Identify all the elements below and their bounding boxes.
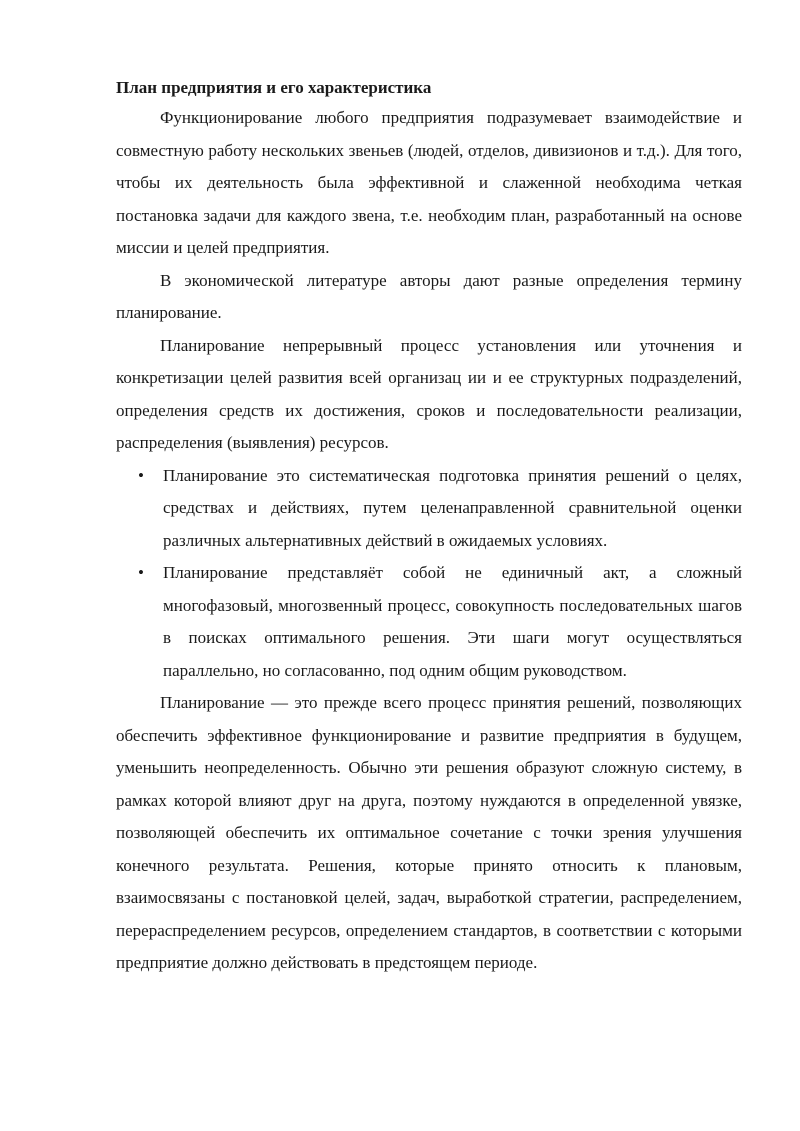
bullet-marker: •: [138, 563, 144, 582]
paragraph-functioning: Функционирование любого предприятия подразумевает взаимодействие и совместную работу нескольких звеньев (людей, отделов, дивизионов и т.д.). Для того, чтобы их деятельность была эффективной и слаженной необходима четкая постановка задачи для каждого звена, т.е. необходим план, разработанный на основе миссии и целей предприятия.: [116, 108, 742, 257]
bullet-marker: •: [138, 465, 144, 485]
bullet-text: Планирование представляёт собой не единичный акт, а сложный многофазовый, многозвенный процесс, совокупность последовательных шагов в поисках оптимального решения. Эти шаги могут осуществляться параллельно, но согласованно, под одним общим руководством.: [163, 563, 742, 680]
document-page: [116, 74, 742, 980]
paragraph-decision-process: Планирование — это прежде всего процесс принятия решений, позволяющих обеспечить эффективное функционирование и развитие предприятия в будущем, уменьшить неопределенность. Обычно эти решения образуют сложную систему, в рамках которой влияют друг на друга, поэтому нуждаются в определенной увязке, позволяющей обеспечить их оптимальное сочетание с точки зрения улучшения конечного результата. Решения, которые принято относить к плановым, взаимосвязаны с постановкой целей, задач, выработкой стратегии, распределением, перераспределением ресурсов, определением стандартов, в соответствии с которыми предприятие должно действовать в предстоящем периоде.: [116, 693, 742, 972]
paragraph-planning-definition: Планирование непрерывный процесс установления или уточнения и конкретизации целей развития всей организац ии и ее структурных подразделений, определения средств их достижения, сроков и последовательности реализации, распределения (выявления) ресурсов.: [116, 335, 742, 452]
paragraph-definitions-intro: В экономической литературе авторы дают разные определения термину планирование.: [116, 270, 742, 322]
definitions-bullet-list: [116, 460, 742, 688]
bullet-item-multiphase: [138, 557, 742, 687]
bullet-item-systematic: [138, 460, 742, 558]
bullet-text: Планирование это систематическая подготовка принятия решений о целях, средствах и действиях, путем целенаправленной сравнительной оценки различных альтернативных действий в ожидаемых условиях.: [163, 465, 742, 550]
section-heading: План предприятия и его характеристика: [116, 78, 432, 97]
